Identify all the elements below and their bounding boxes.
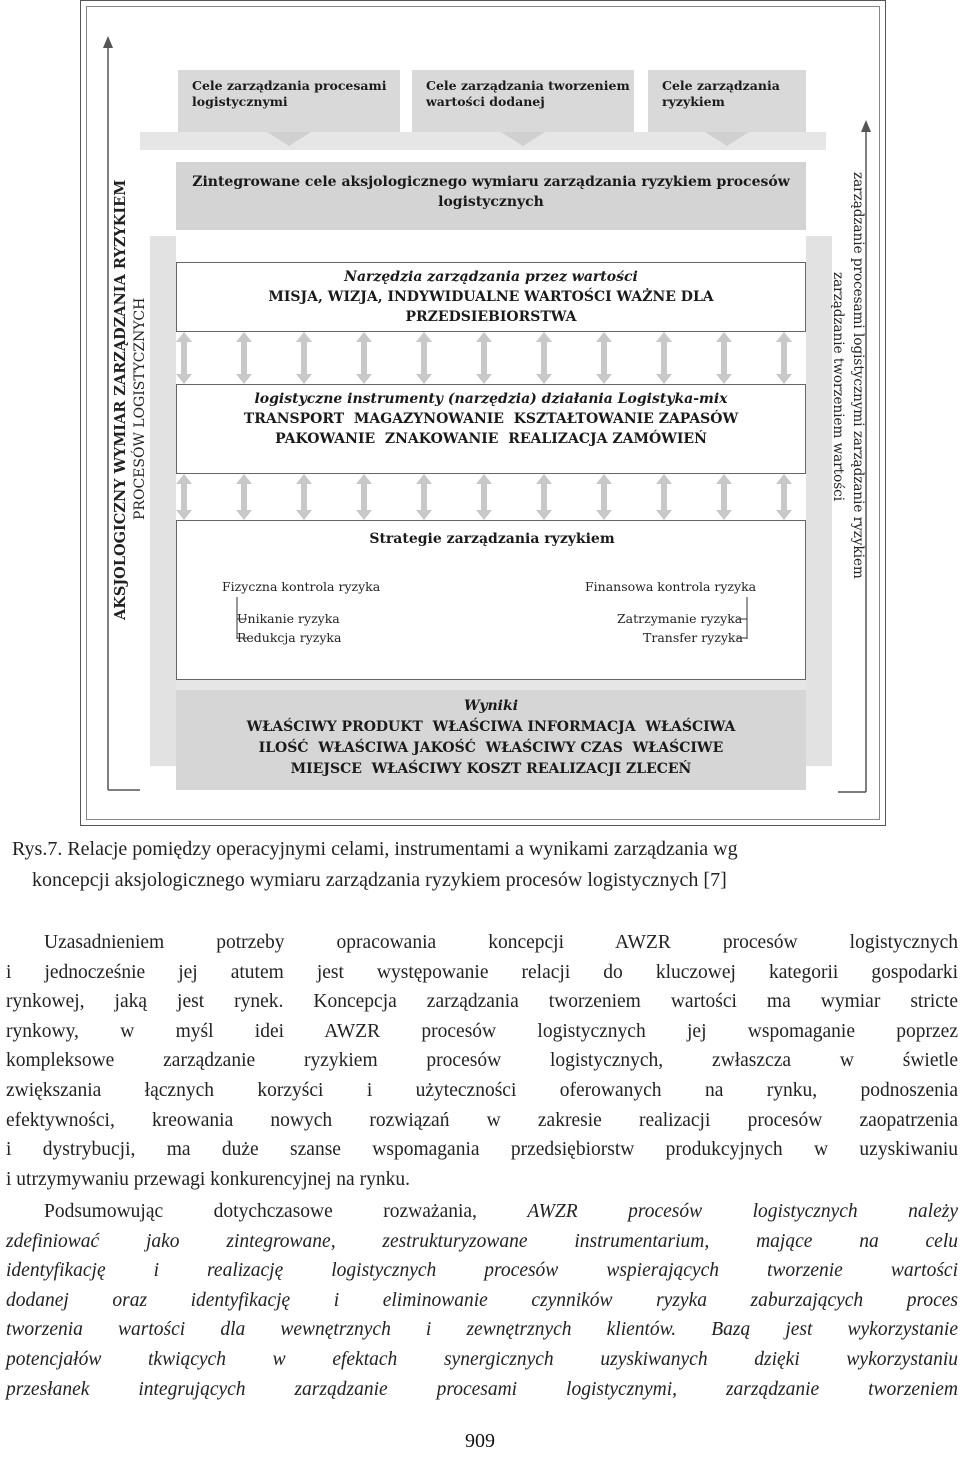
right-side-label-1: zarządzanie procesami logistycznymi zarządzanie ryzykiem: [850, 172, 866, 579]
goal-box-logistics: Cele zarządzania procesami logistycznymi: [178, 70, 400, 132]
risk-retention: Zatrzymanie ryzyka: [617, 611, 743, 626]
integrated-goals-box: Zintegrowane cele aksjologicznego wymiaru zarządzania ryzykiem procesów logistycznych: [176, 162, 806, 230]
logistics-box-line2: PAKOWANIE ZNAKOWANIE REALIZACJA ZAMÓWIEŃ: [275, 431, 707, 447]
physical-control-heading: Fizyczna kontrola ryzyka: [222, 579, 381, 594]
page-number: 909: [465, 1430, 495, 1452]
paragraph-2-definition-start: AWZR procesów logistycznych należy: [527, 1201, 958, 1222]
paragraph-1-line: rynkowej, jaką jest rynek. Koncepcja zarządzania tworzeniem wartości ma wymiar stricte: [6, 991, 958, 1013]
paragraph-2-line: przesłanek integrujących zarządzanie procesami logistycznymi, zarządzanie tworzeniem: [6, 1378, 958, 1400]
paragraph-2-line: dodanej oraz identyfikację i eliminowanie czynników ryzyka zaburzających proces: [6, 1289, 958, 1311]
arrows-row-2: [176, 474, 806, 520]
arrow-down-icon: [267, 132, 311, 146]
financial-control-heading: Finansowa kontrola ryzyka: [585, 579, 757, 594]
goal-box-risk: Cele zarządzania ryzykiem: [648, 70, 806, 132]
paragraph-1-line: i dystrybucji, ma duże szanse wspomagania przedsiębiorstw produkcyjnych w uzyskiwaniu: [6, 1139, 958, 1161]
paragraph-2-line: identyfikację i realizację logistycznych procesów wspierających tworzenie wartości: [6, 1260, 958, 1282]
paragraph-1-line: rynkowy, w myśl idei AWZR procesów logistycznych jej wspomaganie poprzez: [6, 1020, 958, 1042]
results-line3: MIEJSCE WŁAŚCIWY KOSZT REALIZACJI ZLECEŃ: [290, 761, 692, 777]
left-side-label-2: PROCESÓW LOGISTYCZNYCH: [132, 297, 148, 520]
paragraph-1-line: efektywności, kreowania nowych rozwiązań w zakresie realizacji procesów zaopatrzenia: [6, 1109, 958, 1131]
strategy-connectors: [177, 521, 807, 681]
tools-box-title: Narzędzia zarządzania przez wartości: [344, 269, 638, 285]
logistics-box-line1: TRANSPORT MAGAZYNOWANIE KSZTAŁTOWANIE ZAPASÓW: [243, 411, 739, 427]
logistics-instruments-box: [176, 384, 806, 474]
results-line2: ILOŚĆ WŁAŚCIWA JAKOŚĆ WŁAŚCIWY CZAS WŁAŚCIWE: [258, 740, 724, 756]
results-connector-band: [176, 680, 806, 690]
paragraph-2-line: [6, 1197, 958, 1227]
paragraph-1-line: zwiększania łącznych korzyści i użyteczności oferowanych na rynku, podnoszenia: [6, 1079, 958, 1101]
paragraph-1: [6, 928, 958, 1194]
figure-caption: [12, 834, 952, 896]
arrow-down-icon: [705, 132, 749, 146]
strategy-box-title: Strategie zarządzania ryzykiem: [369, 531, 615, 547]
arrows-row-1: [176, 332, 806, 384]
results-box: [176, 690, 806, 790]
risk-transfer: Transfer ryzyka: [643, 630, 743, 645]
strategy-box: [176, 520, 806, 680]
left-side-label-1: AKSJOLOGICZNY WYMIAR ZARZĄDZANIA RYZYKIEM: [112, 179, 129, 620]
paragraph-1-line: kompleksowe zarządzanie ryzykiem procesów logistycznych, zwłaszcza w świetle: [6, 1050, 958, 1072]
paragraph-2-line: tworzenia wartości dla wewnętrznych i zewnętrznych klientów. Bazą jest wykorzystanie: [6, 1319, 958, 1341]
tools-box: [176, 262, 806, 332]
risk-reduction: Redukcja ryzyka: [237, 630, 342, 645]
paragraph-1-line: Uzasadnieniem potrzeby opracowania koncepcji AWZR procesów logistycznych: [44, 932, 958, 953]
right-column-band: [806, 236, 832, 766]
paragraph-2-line: zdefiniować jako zintegrowane, zestrukturyzowane instrumentarium, mające na celu: [6, 1230, 958, 1252]
results-title: Wyniki: [463, 698, 519, 714]
caption-line-1: Rys.7. Relacje pomiędzy operacyjnymi celami, instrumentami a wynikami zarządzania wg: [12, 838, 738, 860]
results-line1: WŁAŚCIWY PRODUKT WŁAŚCIWA INFORMACJA WŁAŚCIWA: [246, 719, 736, 735]
paragraph-1-line: i utrzymywaniu przewagi konkurencyjnej na rynku.: [6, 1168, 410, 1190]
arrow-down-icon: [501, 132, 545, 146]
paragraph-1-line: i jednocześnie jej atutem jest występowanie relacji do kluczowej kategorii gospodarki: [6, 961, 958, 983]
goal-box-value: Cele zarządzania tworzeniem wartości dodanej: [412, 70, 634, 132]
caption-line-2: koncepcji aksjologicznego wymiaru zarządzania ryzykiem procesów logistycznych [7]: [32, 869, 727, 891]
logistics-box-title: logistyczne instrumenty (narzędzia) działania Logistyka-mix: [254, 391, 728, 407]
tools-box-content: MISJA, WIZJA, INDYWIDUALNE WARTOŚCI WAŻNE DLA PRZEDSIEBIORSTWA: [268, 289, 714, 325]
right-side-label-2: zarządzanie tworzeniem wartości: [830, 272, 846, 502]
left-column-band: [150, 236, 176, 766]
paragraph-2-line: potencjałów tkwiących w efektach synergicznych uzyskiwanych dzięki wykorzystaniu: [6, 1348, 958, 1370]
paragraph-2-intro: Podsumowując dotychczasowe rozważania,: [44, 1201, 528, 1222]
risk-avoidance: Unikanie ryzyka: [237, 611, 340, 626]
paragraph-2: [6, 1197, 958, 1404]
